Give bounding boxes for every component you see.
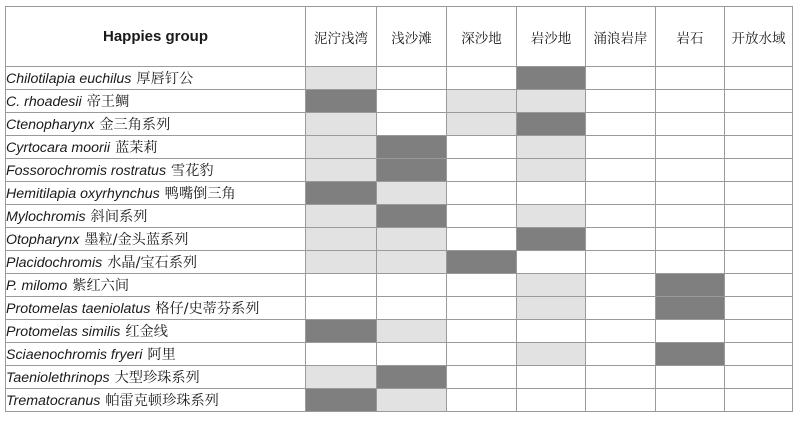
habitat-cell-empty <box>656 90 725 113</box>
habitat-cell-empty <box>725 159 793 182</box>
column-header: 涌浪岩岸 <box>586 7 656 67</box>
habitat-cell-empty <box>447 67 517 90</box>
habitat-cell-empty <box>725 320 793 343</box>
habitat-cell-empty <box>725 297 793 320</box>
species-name-cell <box>6 343 306 366</box>
habitat-cell-empty <box>586 274 656 297</box>
scientific-name: Protomelas taeniolatus <box>6 301 151 317</box>
habitat-cell-empty <box>306 343 377 366</box>
habitat-cell-empty <box>447 320 517 343</box>
habitat-cell-empty <box>725 251 793 274</box>
habitat-cell-empty <box>725 228 793 251</box>
species-name-cell <box>6 366 306 389</box>
habitat-cell-empty <box>725 67 793 90</box>
habitat-cell-primary <box>306 320 377 343</box>
habitat-cell-empty <box>656 320 725 343</box>
table-row <box>6 251 793 274</box>
habitat-cell-empty <box>447 228 517 251</box>
scientific-name: Protomelas similis <box>6 324 121 340</box>
habitat-table-page <box>5 6 793 412</box>
table-row <box>6 67 793 90</box>
habitat-cell-empty <box>447 297 517 320</box>
habitat-cell-empty <box>447 136 517 159</box>
habitat-cell-empty <box>586 297 656 320</box>
habitat-cell-primary <box>447 251 517 274</box>
table-row <box>6 136 793 159</box>
scientific-name: Placidochromis <box>6 255 103 271</box>
habitat-cell-empty <box>586 182 656 205</box>
species-name-cell <box>6 113 306 136</box>
habitat-cell-empty <box>586 136 656 159</box>
habitat-cell-secondary <box>377 320 447 343</box>
habitat-cell-empty <box>725 205 793 228</box>
habitat-cell-empty <box>447 159 517 182</box>
chinese-name: 雪花豹 <box>171 163 214 179</box>
table-row <box>6 343 793 366</box>
scientific-name: Chilotilapia euchilus <box>6 71 132 87</box>
habitat-cell-empty <box>586 159 656 182</box>
habitat-cell-empty <box>586 90 656 113</box>
habitat-cell-secondary <box>517 90 586 113</box>
habitat-cell-primary <box>377 159 447 182</box>
habitat-cell-primary <box>306 90 377 113</box>
chinese-name: 鸭嘴倒三角 <box>164 186 236 202</box>
table-row <box>6 320 793 343</box>
habitat-cell-empty <box>725 274 793 297</box>
habitat-cell-empty <box>586 251 656 274</box>
habitat-cell-secondary <box>517 159 586 182</box>
chinese-name: 斜间系列 <box>90 209 148 225</box>
habitat-cell-empty <box>517 366 586 389</box>
habitat-cell-primary <box>306 389 377 412</box>
habitat-cell-empty <box>725 343 793 366</box>
species-name-cell <box>6 228 306 251</box>
table-row <box>6 297 793 320</box>
chinese-name: 墨粒/金头蓝系列 <box>84 232 189 248</box>
habitat-cell-empty <box>656 182 725 205</box>
scientific-name: C. rhoadesii <box>6 94 82 110</box>
habitat-cell-secondary <box>377 251 447 274</box>
chinese-name: 帕雷克顿珍珠系列 <box>105 393 219 409</box>
habitat-cell-primary <box>306 182 377 205</box>
habitat-cell-empty <box>586 113 656 136</box>
habitat-cell-secondary <box>306 251 377 274</box>
habitat-cell-empty <box>656 389 725 412</box>
habitat-cell-primary <box>517 113 586 136</box>
habitat-cell-empty <box>725 389 793 412</box>
habitat-cell-empty <box>586 366 656 389</box>
species-name-cell <box>6 136 306 159</box>
chinese-name: 紫红六间 <box>72 278 130 294</box>
scientific-name: Trematocranus <box>6 393 101 409</box>
scientific-name: Hemitilapia oxyrhynchus <box>6 186 160 202</box>
habitat-cell-secondary <box>306 228 377 251</box>
chinese-name: 蓝茉莉 <box>115 140 158 156</box>
chinese-name: 阿里 <box>147 347 176 363</box>
chinese-name: 大型珍珠系列 <box>114 370 200 386</box>
habitat-cell-empty <box>586 67 656 90</box>
table-row <box>6 389 793 412</box>
habitat-cell-empty <box>656 205 725 228</box>
habitat-cell-empty <box>377 297 447 320</box>
habitat-cell-empty <box>586 228 656 251</box>
habitat-cell-secondary <box>377 389 447 412</box>
habitat-cell-empty <box>447 343 517 366</box>
habitat-cell-empty <box>586 320 656 343</box>
habitat-cell-empty <box>377 67 447 90</box>
species-name-cell <box>6 205 306 228</box>
habitat-cell-empty <box>447 182 517 205</box>
chinese-name: 格仔/史蒂芬系列 <box>155 301 260 317</box>
header-row <box>6 7 793 67</box>
habitat-cell-empty <box>725 90 793 113</box>
habitat-cell-secondary <box>306 67 377 90</box>
habitat-cell-empty <box>725 113 793 136</box>
species-name-cell <box>6 67 306 90</box>
table-row <box>6 228 793 251</box>
habitat-cell-empty <box>517 320 586 343</box>
habitat-cell-primary <box>517 67 586 90</box>
habitat-cell-primary <box>656 297 725 320</box>
species-name-cell <box>6 159 306 182</box>
habitat-cell-secondary <box>306 113 377 136</box>
header-title: Happies group <box>6 7 306 67</box>
habitat-cell-empty <box>517 251 586 274</box>
habitat-cell-secondary <box>377 228 447 251</box>
species-name-cell <box>6 320 306 343</box>
species-name-cell <box>6 251 306 274</box>
habitat-cell-empty <box>656 228 725 251</box>
column-header: 岩石 <box>656 7 725 67</box>
table-row <box>6 274 793 297</box>
table-row <box>6 366 793 389</box>
habitat-cell-empty <box>656 136 725 159</box>
species-name-cell <box>6 182 306 205</box>
habitat-cell-empty <box>377 113 447 136</box>
habitat-cell-secondary <box>517 136 586 159</box>
habitat-cell-empty <box>586 343 656 366</box>
column-header: 泥泞浅湾 <box>306 7 377 67</box>
table-row <box>6 182 793 205</box>
habitat-cell-secondary <box>306 366 377 389</box>
habitat-cell-empty <box>377 343 447 366</box>
habitat-cell-secondary <box>447 113 517 136</box>
habitat-cell-secondary <box>517 297 586 320</box>
habitat-cell-empty <box>656 251 725 274</box>
species-name-cell <box>6 90 306 113</box>
habitat-cell-empty <box>725 136 793 159</box>
habitat-cell-secondary <box>447 90 517 113</box>
habitat-cell-secondary <box>306 159 377 182</box>
habitat-cell-primary <box>517 228 586 251</box>
habitat-cell-primary <box>377 136 447 159</box>
habitat-cell-empty <box>447 205 517 228</box>
habitat-cell-empty <box>517 389 586 412</box>
scientific-name: Cyrtocara moorii <box>6 140 111 156</box>
habitat-cell-empty <box>447 389 517 412</box>
habitat-cell-secondary <box>306 205 377 228</box>
chinese-name: 金三角系列 <box>99 117 171 133</box>
habitat-cell-empty <box>306 274 377 297</box>
species-name-cell <box>6 274 306 297</box>
chinese-name: 水晶/宝石系列 <box>107 255 198 271</box>
column-header: 浅沙滩 <box>377 7 447 67</box>
chinese-name: 红金线 <box>125 324 168 340</box>
habitat-cell-primary <box>656 343 725 366</box>
scientific-name: Mylochromis <box>6 209 86 225</box>
scientific-name: Ctenopharynx <box>6 117 95 133</box>
habitat-cell-empty <box>377 274 447 297</box>
habitat-cell-empty <box>656 113 725 136</box>
habitat-cell-empty <box>517 182 586 205</box>
habitat-cell-empty <box>586 205 656 228</box>
scientific-name: Taeniolethrinops <box>6 370 110 386</box>
species-name-cell <box>6 389 306 412</box>
species-name-cell <box>6 297 306 320</box>
habitat-cell-secondary <box>377 182 447 205</box>
habitat-table <box>5 6 793 412</box>
scientific-name: Sciaenochromis fryeri <box>6 347 143 363</box>
habitat-cell-secondary <box>517 343 586 366</box>
habitat-cell-secondary <box>306 136 377 159</box>
habitat-cell-empty <box>377 90 447 113</box>
column-header: 深沙地 <box>447 7 517 67</box>
habitat-cell-empty <box>725 366 793 389</box>
chinese-name: 厚唇钉公 <box>136 71 194 87</box>
scientific-name: P. milomo <box>6 278 68 294</box>
habitat-cell-empty <box>656 67 725 90</box>
table-body <box>6 67 793 412</box>
habitat-cell-empty <box>656 366 725 389</box>
table-row <box>6 113 793 136</box>
habitat-cell-secondary <box>517 205 586 228</box>
habitat-cell-empty <box>306 297 377 320</box>
scientific-name: Fossorochromis rostratus <box>6 163 167 179</box>
habitat-cell-primary <box>377 366 447 389</box>
habitat-cell-empty <box>447 366 517 389</box>
habitat-cell-empty <box>586 389 656 412</box>
habitat-cell-primary <box>656 274 725 297</box>
table-row <box>6 159 793 182</box>
habitat-cell-empty <box>656 159 725 182</box>
scientific-name: Otopharynx <box>6 232 80 248</box>
habitat-cell-primary <box>377 205 447 228</box>
chinese-name: 帝王鲷 <box>86 94 130 110</box>
column-header: 岩沙地 <box>517 7 586 67</box>
habitat-cell-secondary <box>517 274 586 297</box>
column-header: 开放水域 <box>725 7 793 67</box>
habitat-cell-empty <box>447 274 517 297</box>
table-row <box>6 205 793 228</box>
table-row <box>6 90 793 113</box>
habitat-cell-empty <box>725 182 793 205</box>
